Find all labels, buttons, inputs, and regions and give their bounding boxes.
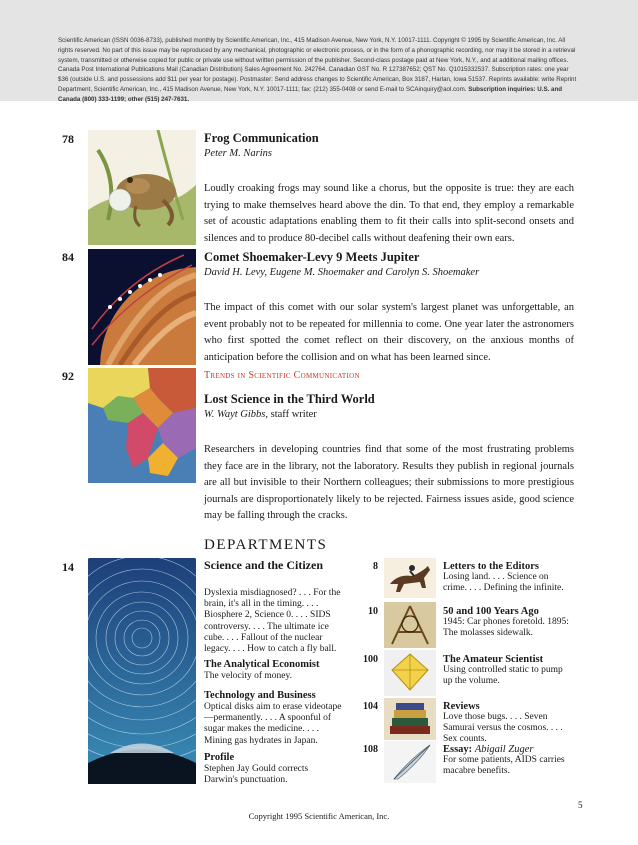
comet-jupiter-illustration	[88, 249, 196, 365]
compass-instrument-illustration	[384, 602, 436, 648]
subscription-inquiries: Subscription inquiries: U.S. and Canada (800) 333-1199; other (515) 247-7631.	[58, 85, 563, 103]
feature-blurb: The impact of this comet with our solar system's largest planet was unforgettable, an event probably not to be repeated for millennia to come. One year later the astronomers who first spotted the comet reflect on their discovery, on the anxious months of anticipation before the collision and on what has been learned since.	[204, 302, 574, 363]
feature-author	[204, 409, 317, 420]
feature-author-role: , staff writer	[265, 409, 317, 420]
department-title[interactable]: The Analytical Economist	[204, 659, 320, 670]
feature-page-number[interactable]: 78	[62, 132, 74, 146]
department-summary: Dyslexia misdiagnosed? . . . For the brain, it's all in the timing. . . . Biosphere 2, Science 0. . . . SIDS controversy. . . . The ultimate ice cube. . . . Fallout of the nuclear legacy. . . . How to catch a fly ball.	[204, 588, 341, 655]
department-title[interactable]: Letters to the Editors	[443, 561, 539, 572]
star-trails-photo	[88, 558, 196, 784]
feature-blurb: Loudly croaking frogs may sound like a chorus, but the opposite is true: they are each trying to make themselves heard above the din. To that end, they employ a remarkable set of acoustic adaptations enabling them to fit their calls into split-second onsets and silences and to produce 80-decibel calls without deafening their own ears.	[204, 183, 574, 244]
department-text: 1945: Car phones foretold. 1895: The molasses sidewalk.	[443, 617, 569, 639]
department-page-number[interactable]: 108	[363, 744, 378, 755]
feature-author-name: W. Wayt Gibbs	[204, 409, 266, 420]
department-text: For some patients, AIDS carries macabre benefits.	[443, 755, 565, 777]
department-title[interactable]: 50 and 100 Years Ago	[443, 606, 539, 617]
department-text: The velocity of money.	[204, 671, 293, 681]
horse-rider-illustration	[384, 558, 436, 598]
department-page-number[interactable]: 100	[363, 654, 378, 665]
department-text: Losing land. . . . Science on crime. . . . Defining the infinite.	[443, 572, 564, 594]
department-text: Using controlled static to pump up the volume.	[443, 665, 563, 687]
department-text: Optical disks aim to erase videotape—permanently. . . . A spoonful of sugar makes the medicine. . . . Mining gas hydrates in Japan.	[204, 702, 342, 746]
feature-page-number[interactable]: 92	[62, 369, 74, 383]
copyright-footer: Copyright 1995 Scientific American, Inc.	[248, 811, 390, 821]
department-page-number[interactable]: 14	[62, 560, 74, 574]
quill-pen-illustration	[384, 741, 436, 783]
department-text: Stephen Jay Gould corrects Darwin's punctuation.	[204, 764, 309, 786]
department-page-number[interactable]: 10	[368, 606, 378, 617]
publication-notice-text: Scientific American (ISSN 0036-8733), published monthly by Scientific American, Inc., 415 Madison Avenue, New York, N.Y. 10017-1111. Copyright © 1995 by Scientific American, Inc. All rights reserved. No part of this issue may be reproduced by any mechanical, photographic or electronic process, or in the form of a phonographic recording, nor may it be stored in a retrieval system, transmitted or otherwise copied for public or private use without written permission of the publisher. Second-class postage paid at New York, N.Y., and at additional mailing offices. Canada Post International Publications Mail (Canadian Distribution) Sales Agreement No. 242764. Canadian GST No. R 127387652; QST No. Q1015332537. Subscription rates: one year $36 (outside U.S. and possessions add $11 per year for postage). Postmaster: Send address changes to Scientific American, Box 3187, Harlan, Iowa 51537. Reprints available: write Reprint Department, Scientific American, Inc., 415 Madison Avenue, New York, N.Y. 10017-1111; fax: (212) 355-0408 or send E-mail to SCAinquiry@aol.com.	[58, 37, 577, 93]
section-kicker: Trends in Scientific Communication	[204, 370, 360, 381]
departments-heading: DEPARTMENTS	[204, 537, 328, 553]
feature-title[interactable]: Frog Communication	[204, 131, 319, 145]
frog-illustration	[88, 130, 196, 245]
department-title[interactable]: Reviews	[443, 701, 480, 712]
feature-author: David H. Levy, Eugene M. Shoemaker and Carolyn S. Shoemaker	[204, 267, 480, 278]
page-number: 5	[578, 800, 583, 810]
essay-author: Abigail Zuger	[474, 744, 534, 755]
department-text: Love those bugs. . . . Seven Samurai versus the cosmos. . . . Sex counts.	[443, 712, 563, 745]
feature-title[interactable]: Comet Shoemaker-Levy 9 Meets Jupiter	[204, 250, 420, 264]
publication-notice	[0, 0, 638, 101]
department-title[interactable]: Science and the Citizen	[204, 558, 323, 572]
department-title[interactable]: The Amateur Scientist	[443, 654, 544, 665]
books-illustration	[384, 698, 436, 740]
world-map-illustration	[88, 368, 196, 483]
department-title[interactable]: Profile	[204, 752, 235, 763]
feature-title[interactable]: Lost Science in the Third World	[204, 392, 375, 406]
essay-label: Essay:	[443, 744, 473, 755]
feature-blurb: Researchers in developing countries find that some of the most frustrating problems they face are in the library, not the laboratory. Results they publish in regional journals are all but invisible to their Northern colleagues; their submissions to more prestigious journals are disproportionately likely to be rejected. Fairness issues aside, good science may be falling through the cracks.	[204, 444, 574, 521]
department-title[interactable]: Technology and Business	[204, 690, 316, 701]
feature-page-number[interactable]: 84	[62, 250, 74, 264]
department-page-number[interactable]: 8	[373, 561, 378, 572]
department-page-number[interactable]: 104	[363, 701, 378, 712]
kite-illustration	[384, 650, 436, 696]
feature-author: Peter M. Narins	[204, 148, 272, 159]
department-title[interactable]	[443, 744, 533, 755]
